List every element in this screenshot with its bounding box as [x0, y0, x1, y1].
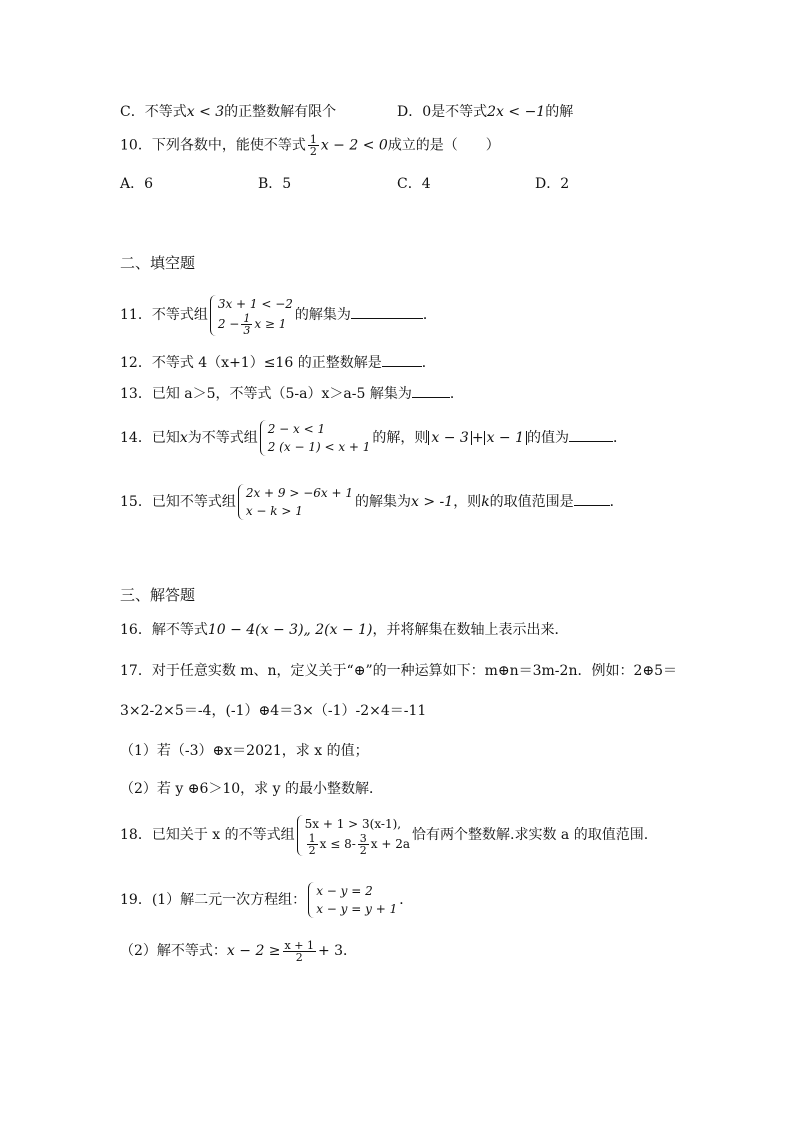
q12-period: ． — [421, 355, 436, 371]
q10-option-d: D．2 — [535, 176, 570, 192]
q15-row1: 2x + 9 > −6x + 1 — [245, 486, 354, 500]
q11-system — [210, 295, 293, 336]
q18-row1: 5x + 1 > 3(x-1), — [304, 816, 402, 831]
q10-stem-math: x − 2 < 0 — [320, 137, 388, 154]
q11-suffix: 的解集为 — [294, 307, 351, 323]
q18-fraction2-den: 2 — [359, 843, 367, 857]
q18-row2-middle: x ≤ 8- — [319, 836, 356, 851]
q19-part2-suffix: + 3． — [317, 943, 358, 959]
q19-system — [308, 882, 397, 918]
q19-part1 — [120, 878, 413, 922]
q19-row2: x − y = y + 1 — [316, 902, 398, 916]
q12 — [120, 352, 436, 373]
q15 — [120, 480, 624, 524]
q17-line2: 3×2-2×5＝-4，(-1）⊕4＝3×（-1）-2×4＝-11 — [120, 703, 427, 719]
q14-plus: + — [471, 430, 484, 446]
q10-option-b: B．5 — [258, 176, 292, 192]
q14-prefix: 14．已知 — [120, 430, 180, 446]
q11-row2-prefix: 2 − — [217, 316, 240, 331]
q15-suffix1: 的解集为 — [355, 494, 412, 510]
q10-option-a: A．6 — [120, 176, 154, 192]
q11-brace — [210, 295, 217, 336]
q19-part2 — [120, 934, 357, 968]
q19-part2-math: x − 2 ≥ — [226, 943, 281, 959]
q15-period: ． — [609, 494, 624, 510]
q9-option-d-suffix: 的解 — [545, 104, 574, 120]
q19-prefix: 19．(1）解二元一次方程组： — [120, 892, 307, 908]
q11-fraction-num: 1 — [243, 311, 251, 325]
q16-suffix: ，并将解集在数轴上表示出来． — [372, 622, 569, 638]
q9-option-c-prefix: C．不等式 — [120, 104, 187, 120]
q15-variable: k — [481, 494, 490, 510]
q11-fraction — [241, 313, 252, 336]
q9-option-c-math: x < 3 — [186, 104, 225, 120]
q16 — [120, 620, 569, 640]
q12-text: 12．不等式 4（x+1）≤16 的正整数解是 — [120, 355, 382, 371]
q15-suffix2: ，则 — [453, 494, 482, 510]
q15-suffix3: 的取值范围是 — [489, 494, 574, 510]
q18-fraction1 — [307, 833, 318, 856]
q17-part1: （1）若（-3）⊕x＝2021，求 x 的值； — [120, 743, 369, 759]
q15-solution-set: x > -1 — [411, 494, 454, 510]
q16-math: 10 − 4(x − 3)„ 2(x − 1) — [207, 622, 373, 638]
q18-prefix: 18．已知关于 x 的不等式组 — [120, 827, 295, 843]
q15-system — [238, 484, 353, 520]
q10-stem — [120, 134, 500, 157]
q9-option-c-suffix: 的正整数解有限个 — [224, 104, 337, 120]
q14-variable: x — [179, 430, 188, 446]
q18-row2 — [305, 833, 410, 856]
q18-suffix: 恰有两个整数解.求实数 a 的取值范围. — [412, 827, 649, 843]
q14-suffix2: 的值为 — [527, 430, 570, 446]
section-solve-title: 三、解答题 — [120, 586, 196, 604]
q11-row2-suffix: x ≥ 1 — [254, 316, 287, 331]
q10-option-c: C．4 — [397, 176, 431, 192]
q18-brace — [297, 815, 304, 856]
q19-part2-fraction — [283, 940, 316, 963]
q15-prefix: 15．已知不等式组 — [120, 494, 236, 510]
q11-row2 — [218, 313, 293, 336]
q15-row2: x − k > 1 — [245, 504, 303, 518]
q10-fraction-num: 1 — [309, 133, 317, 146]
q18-system — [297, 815, 410, 856]
q11 — [120, 287, 437, 343]
q11-answer-blank[interactable] — [351, 304, 423, 319]
q19-part2-fraction-num: x + 1 — [284, 938, 314, 952]
q19-part2-prefix: （2）解不等式： — [120, 943, 227, 959]
q16-prefix: 16．解不等式 — [120, 622, 208, 638]
q14-period: ． — [613, 430, 628, 446]
q14-abs1: x − 3 — [428, 431, 471, 445]
q14-row2: 2 (x − 1) < x + 1 — [267, 440, 371, 454]
q18-fraction2 — [358, 833, 369, 856]
q19-part2-fraction-den: 2 — [295, 950, 303, 964]
q13-period: ． — [449, 386, 464, 402]
q18-fraction2-num: 3 — [359, 831, 367, 845]
q9-option-d-prefix: D．0是不等式 — [397, 104, 488, 120]
q10-fraction-den: 2 — [309, 145, 317, 158]
q14-answer-blank[interactable] — [569, 427, 613, 442]
q18-fraction1-den: 2 — [308, 843, 316, 857]
q12-answer-blank[interactable] — [382, 352, 422, 367]
q10-stem-prefix: 10．下列各数中，能使不等式 — [120, 137, 306, 154]
q11-prefix: 11．不等式组 — [120, 307, 208, 323]
q15-answer-blank[interactable] — [574, 491, 610, 506]
q11-period: ． — [422, 307, 437, 323]
q13 — [120, 383, 464, 404]
section-fill-in-title: 二、填空题 — [120, 254, 196, 272]
q14-middle: 为不等式组 — [187, 430, 258, 446]
q9-option-d-math: 2x < −1 — [487, 104, 546, 120]
q17-line1: 17．对于任意实数 m、n，定义关于“⊕”的一种运算如下：m⊕n＝3m-2n．例如：2⊕5＝ — [120, 663, 678, 679]
q14-suffix1: 的解，则 — [372, 430, 429, 446]
q19-row1: x − y = 2 — [316, 884, 373, 898]
q15-brace — [238, 484, 245, 520]
q14-row1: 2 − x < 1 — [267, 422, 326, 436]
q13-answer-blank[interactable] — [412, 383, 450, 398]
q13-text: 13．已知 a＞5，不等式（5-a）x＞a-5 解集为 — [120, 386, 412, 402]
q14-brace — [260, 420, 267, 456]
q9-option-d — [397, 102, 573, 122]
q19-suffix: ． — [399, 892, 414, 908]
q18-row2-suffix: x + 2a — [370, 836, 411, 851]
q14-system — [260, 420, 371, 456]
q14-abs2: x − 1 — [484, 431, 527, 445]
q14 — [120, 416, 627, 460]
q18 — [120, 810, 648, 860]
q11-fraction-den: 3 — [243, 323, 251, 337]
q11-row1: 3x + 1 < −2 — [217, 296, 293, 311]
q17-part2: （2）若 y ⊕6＞10，求 y 的最小整数解． — [120, 781, 383, 797]
q10-stem-suffix: 成立的是（ ） — [387, 137, 500, 154]
q19-brace — [308, 882, 315, 918]
q9-option-c — [120, 102, 336, 122]
q10-fraction — [308, 134, 319, 157]
q18-fraction1-num: 1 — [308, 831, 316, 845]
